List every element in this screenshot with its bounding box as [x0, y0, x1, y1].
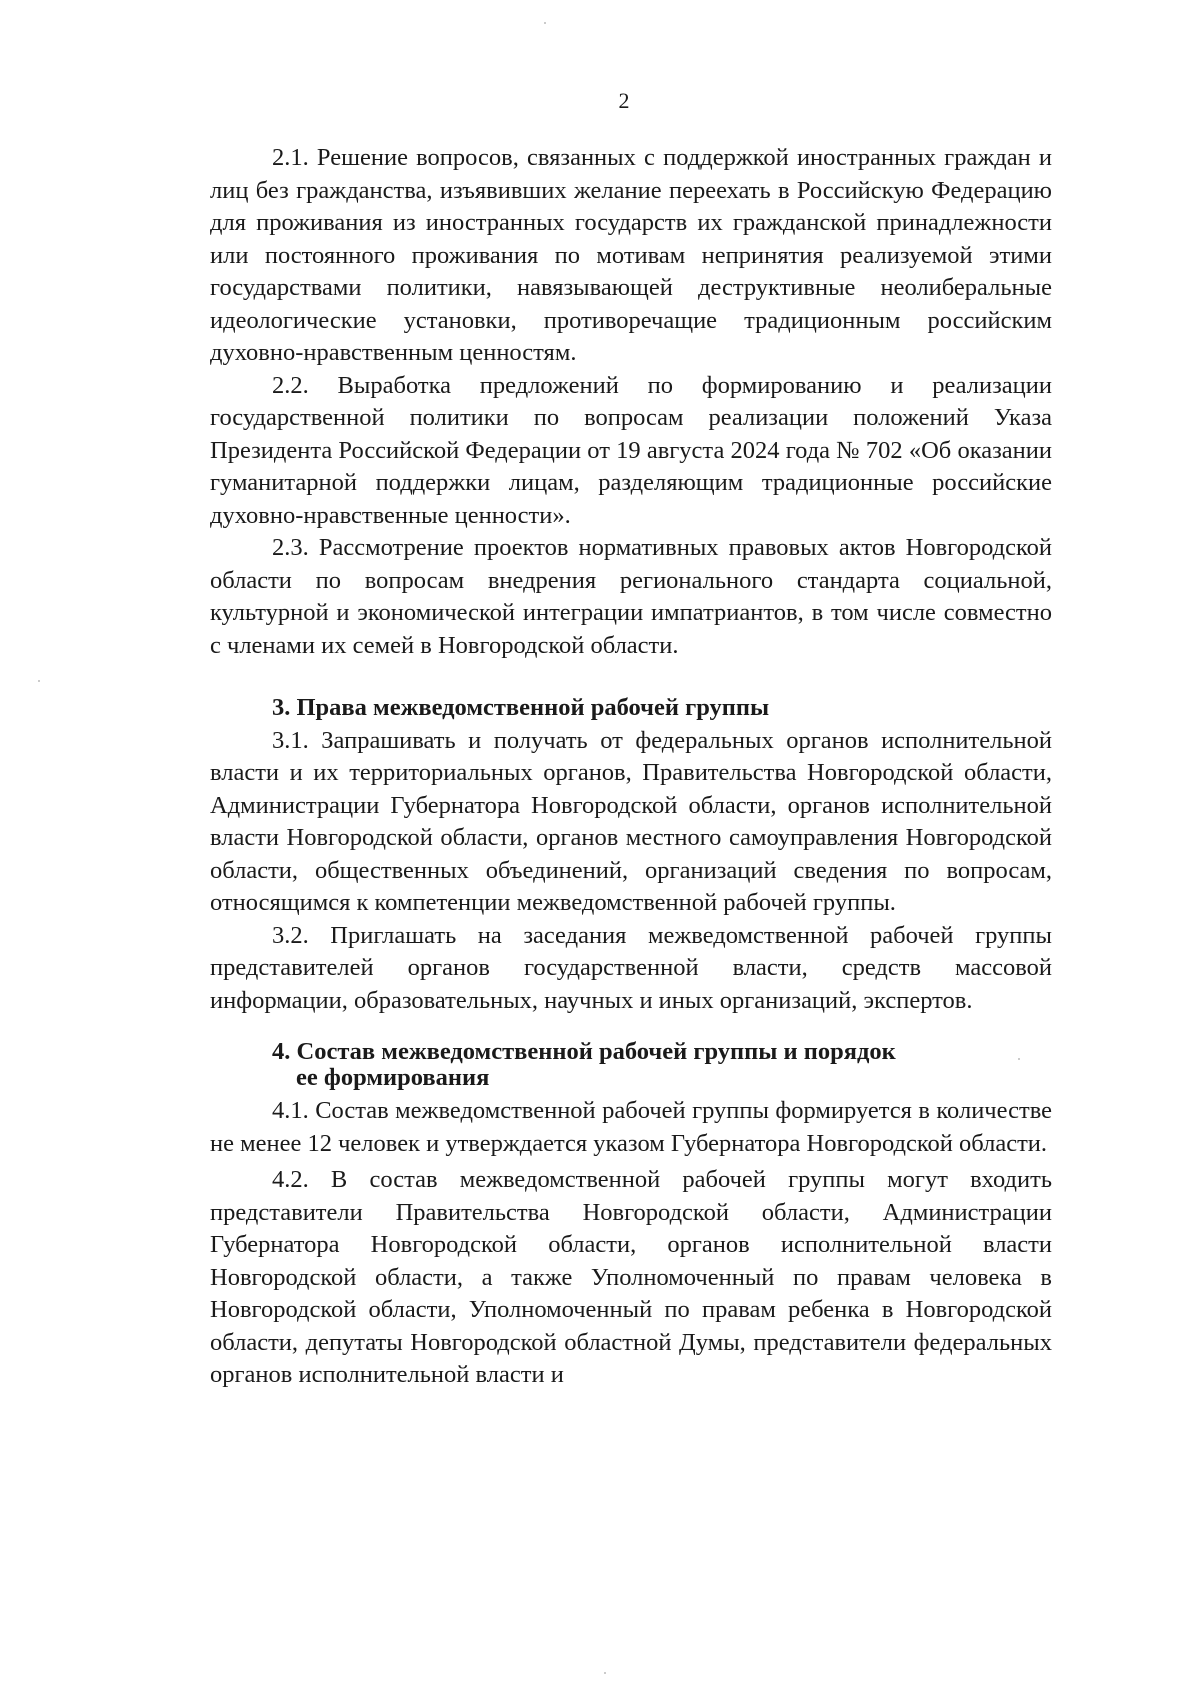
paragraph-2-1: 2.1. Решение вопросов, связанных с поддержкой иностранных граждан и лиц без гражданства, изъявивших желание переехать в Российскую Федерацию для проживания из иностранных государств их гражданской принадлежности или постоянного проживания по мотивам непринятия реализуемой этими государствами политики, навязывающей деструктивные неолиберальные идеологические установки, противоречащие традиционным российским духовно-нравственным ценностям.: [210, 144, 1052, 366]
paragraph-3-1: 3.1. Запрашивать и получать от федеральных органов исполнительной власти и их территориальных органов, Правительства Новгородской области, Администрации Губернатора Новгородской области, органов исполнительной власти Новгородской области, органов местного самоуправления Новгородской области, общественных объединений, организаций сведения по вопросам, относящимся к компетенции межведомственной рабочей группы.: [210, 726, 1052, 916]
scan-speck: [604, 1672, 606, 1674]
paragraph-2-3: 2.3. Рассмотрение проектов нормативных правовых актов Новгородской области по вопросам внедрения регионального стандарта социальной, культурной и экономической интеграции импатриантов, в том числе совместно с членами их семей в Новгородской области.: [210, 534, 1052, 659]
section-3-heading: 3. Права межведомственной рабочей группы: [272, 694, 770, 721]
paragraph-4-1: 4.1. Состав межведомственной рабочей группы формируется в количестве не менее 12 человек и утверждается указом Губернатора Новгородской области.: [210, 1097, 1052, 1157]
document-body: [210, 142, 1052, 1392]
section-4-heading-line-1: 4. Состав межведомственной рабочей группы и порядок: [272, 1038, 896, 1065]
scan-speck: [1018, 1058, 1020, 1060]
paragraph-3-2: 3.2. Приглашать на заседания межведомственной рабочей группы представителей органов государственной власти, средств массовой информации, образовательных, научных и иных организаций, экспертов.: [210, 921, 1052, 1014]
paragraph-4-2: 4.2. В состав межведомственной рабочей группы могут входить представители Правительства Новгородской области, Администрации Губернатора Новгородской области, органов исполнительной власти Новгородской области, а также Уполномоченный по правам человека в Новгородской области, Уполномоченный по правам ребенка в Новгородской области, депутаты Новгородской областной Думы, представители федеральных органов исполнительной власти и: [210, 1166, 1052, 1388]
section-4-heading-line-2: ее формирования: [296, 1064, 490, 1091]
scan-speck: [544, 22, 546, 24]
section-4-heading: [210, 1039, 1052, 1091]
page-number: 2: [618, 88, 630, 113]
scan-speck: [38, 680, 40, 682]
paragraph-2-2: 2.2. Выработка предложений по формированию и реализации государственной политики по вопросам реализации положений Указа Президента Российской Федерации от 19 августа 2024 года № 702 «Об оказании гуманитарной поддержки лицам, разделяющим традиционные российские духовно-нравственные ценности».: [210, 371, 1052, 529]
